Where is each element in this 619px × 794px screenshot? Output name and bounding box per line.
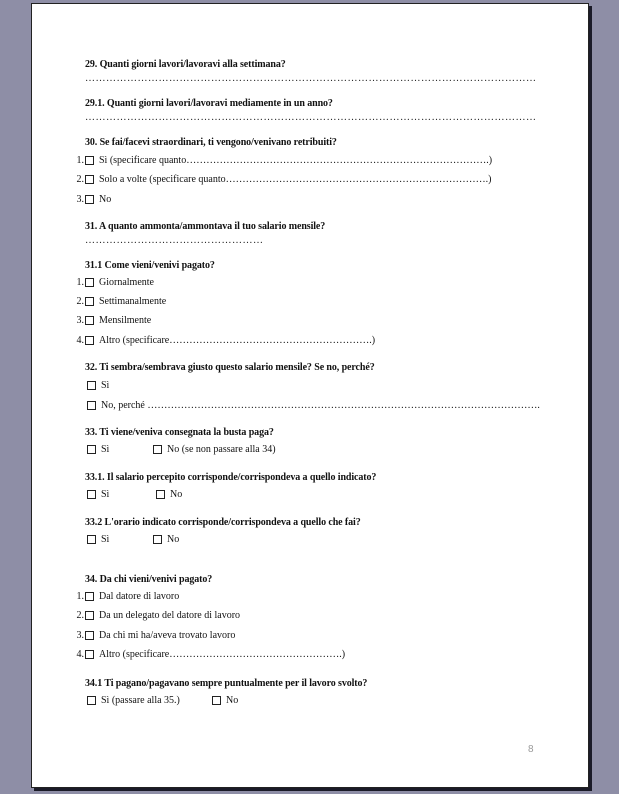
option-32-no (87, 400, 540, 411)
option-number: 2. (76, 174, 84, 185)
checkbox[interactable] (85, 650, 94, 659)
option-label: Solo a volte (specificare quanto…………………………………………………………………….) (99, 174, 492, 185)
option-number: 3. (76, 630, 84, 641)
option-label: No (226, 695, 239, 706)
option-label: No (se non passare alla 34) (167, 444, 276, 455)
option-number: 1. (76, 277, 84, 288)
question-33-2-title: 33.2 L'orario indicato corrisponde/corrispondeva a quello che fai? (85, 517, 361, 528)
option-30-2 (71, 174, 491, 185)
question-29-title: 29. Quanti giorni lavori/lavoravi alla settimana? (85, 59, 286, 70)
option-31-1-1 (71, 277, 154, 288)
option-33-1-yes (87, 489, 109, 500)
option-number: 1. (76, 591, 84, 602)
question-34-title: 34. Da chi vieni/venivi pagato? (85, 574, 213, 585)
checkbox[interactable] (85, 336, 94, 345)
checkbox[interactable] (153, 535, 162, 544)
option-34-2 (71, 610, 240, 621)
option-label: No (99, 194, 112, 205)
checkbox[interactable] (87, 490, 96, 499)
checkbox[interactable] (85, 592, 94, 601)
option-30-1 (71, 155, 492, 166)
option-label: Sì (101, 489, 110, 500)
option-label: Sì (101, 534, 110, 545)
option-31-1-3 (71, 315, 151, 326)
checkbox[interactable] (87, 401, 96, 410)
option-number: 3. (76, 315, 84, 326)
checkbox[interactable] (87, 696, 96, 705)
checkbox[interactable] (212, 696, 221, 705)
question-32-title: 32. Ti sembra/sembrava giusto questo salario mensile? Se no, perché? (85, 362, 375, 373)
option-label: Altro (specificare…………………………………………………….) (99, 335, 376, 346)
option-33-1-no (156, 489, 182, 500)
option-34-4 (71, 649, 345, 660)
checkbox[interactable] (153, 445, 162, 454)
checkbox[interactable] (85, 316, 94, 325)
option-label: Settimanalmente (99, 296, 167, 307)
option-label: Sì (101, 380, 110, 391)
option-number: 1. (76, 155, 84, 166)
checkbox[interactable] (87, 535, 96, 544)
option-34-1 (71, 591, 179, 602)
checkbox[interactable] (87, 445, 96, 454)
question-31-1-title: 31.1 Come vieni/venivi pagato? (85, 260, 215, 271)
option-number: 4. (76, 335, 84, 346)
option-33-yes (87, 444, 109, 455)
option-33-2-no (153, 534, 179, 545)
question-30-title: 30. Se fai/facevi straordinari, ti vengono/venivano retribuiti? (85, 137, 337, 148)
checkbox[interactable] (85, 631, 94, 640)
option-33-2-yes (87, 534, 109, 545)
question-34-1-title: 34.1 Ti pagano/pagavano sempre puntualmente per il lavoro svolto? (85, 678, 368, 689)
option-32-yes (87, 380, 109, 391)
option-label: No (167, 534, 180, 545)
answer-line-29[interactable]: ………………………………………………………………………………………………………………… (85, 73, 537, 84)
option-label: No (170, 489, 183, 500)
answer-line-31[interactable]: …………………………………………… (85, 235, 264, 246)
question-33-1-title: 33.1. Il salario percepito corrisponde/corrispondeva a quello indicato? (85, 472, 377, 483)
question-29-1-title: 29.1. Quanti giorni lavori/lavoravi mediamente in un anno? (85, 98, 333, 109)
option-label: Sì (101, 444, 110, 455)
document-page (31, 3, 589, 788)
option-label: Sì (passare alla 35.) (101, 695, 180, 706)
option-label: Giornalmente (99, 277, 154, 288)
option-31-1-2 (71, 296, 166, 307)
option-number: 2. (76, 610, 84, 621)
option-number: 3. (76, 194, 84, 205)
checkbox[interactable] (156, 490, 165, 499)
checkbox[interactable] (85, 195, 94, 204)
option-30-3 (71, 194, 111, 205)
question-31-title: 31. A quanto ammonta/ammontava il tuo salario mensile? (85, 221, 326, 232)
option-34-3 (71, 630, 235, 641)
option-33-no (153, 444, 276, 455)
option-label: Mensilmente (99, 315, 152, 326)
option-34-1-yes (87, 695, 180, 706)
option-34-1-no (212, 695, 238, 706)
option-label: No, perché ………………………………………………………………………………………………………. (101, 400, 540, 411)
checkbox[interactable] (87, 381, 96, 390)
checkbox[interactable] (85, 278, 94, 287)
page-number: 8 (528, 744, 534, 755)
checkbox[interactable] (85, 156, 94, 165)
answer-line-29-1[interactable]: ………………………………………………………………………………………………………………… (85, 112, 537, 123)
option-label: Altro (specificare…………………………………………….) (99, 649, 346, 660)
checkbox[interactable] (85, 611, 94, 620)
checkbox[interactable] (85, 297, 94, 306)
checkbox[interactable] (85, 175, 94, 184)
option-number: 4. (76, 649, 84, 660)
option-31-1-4 (71, 335, 375, 346)
question-33-title: 33. Ti viene/veniva consegnata la busta paga? (85, 427, 274, 438)
option-label: Sì (specificare quanto……………………………………………………………………………….) (99, 155, 493, 166)
option-number: 2. (76, 296, 84, 307)
option-label: Da chi mi ha/aveva trovato lavoro (99, 630, 236, 641)
option-label: Da un delegato del datore di lavoro (99, 610, 241, 621)
option-label: Dal datore di lavoro (99, 591, 180, 602)
